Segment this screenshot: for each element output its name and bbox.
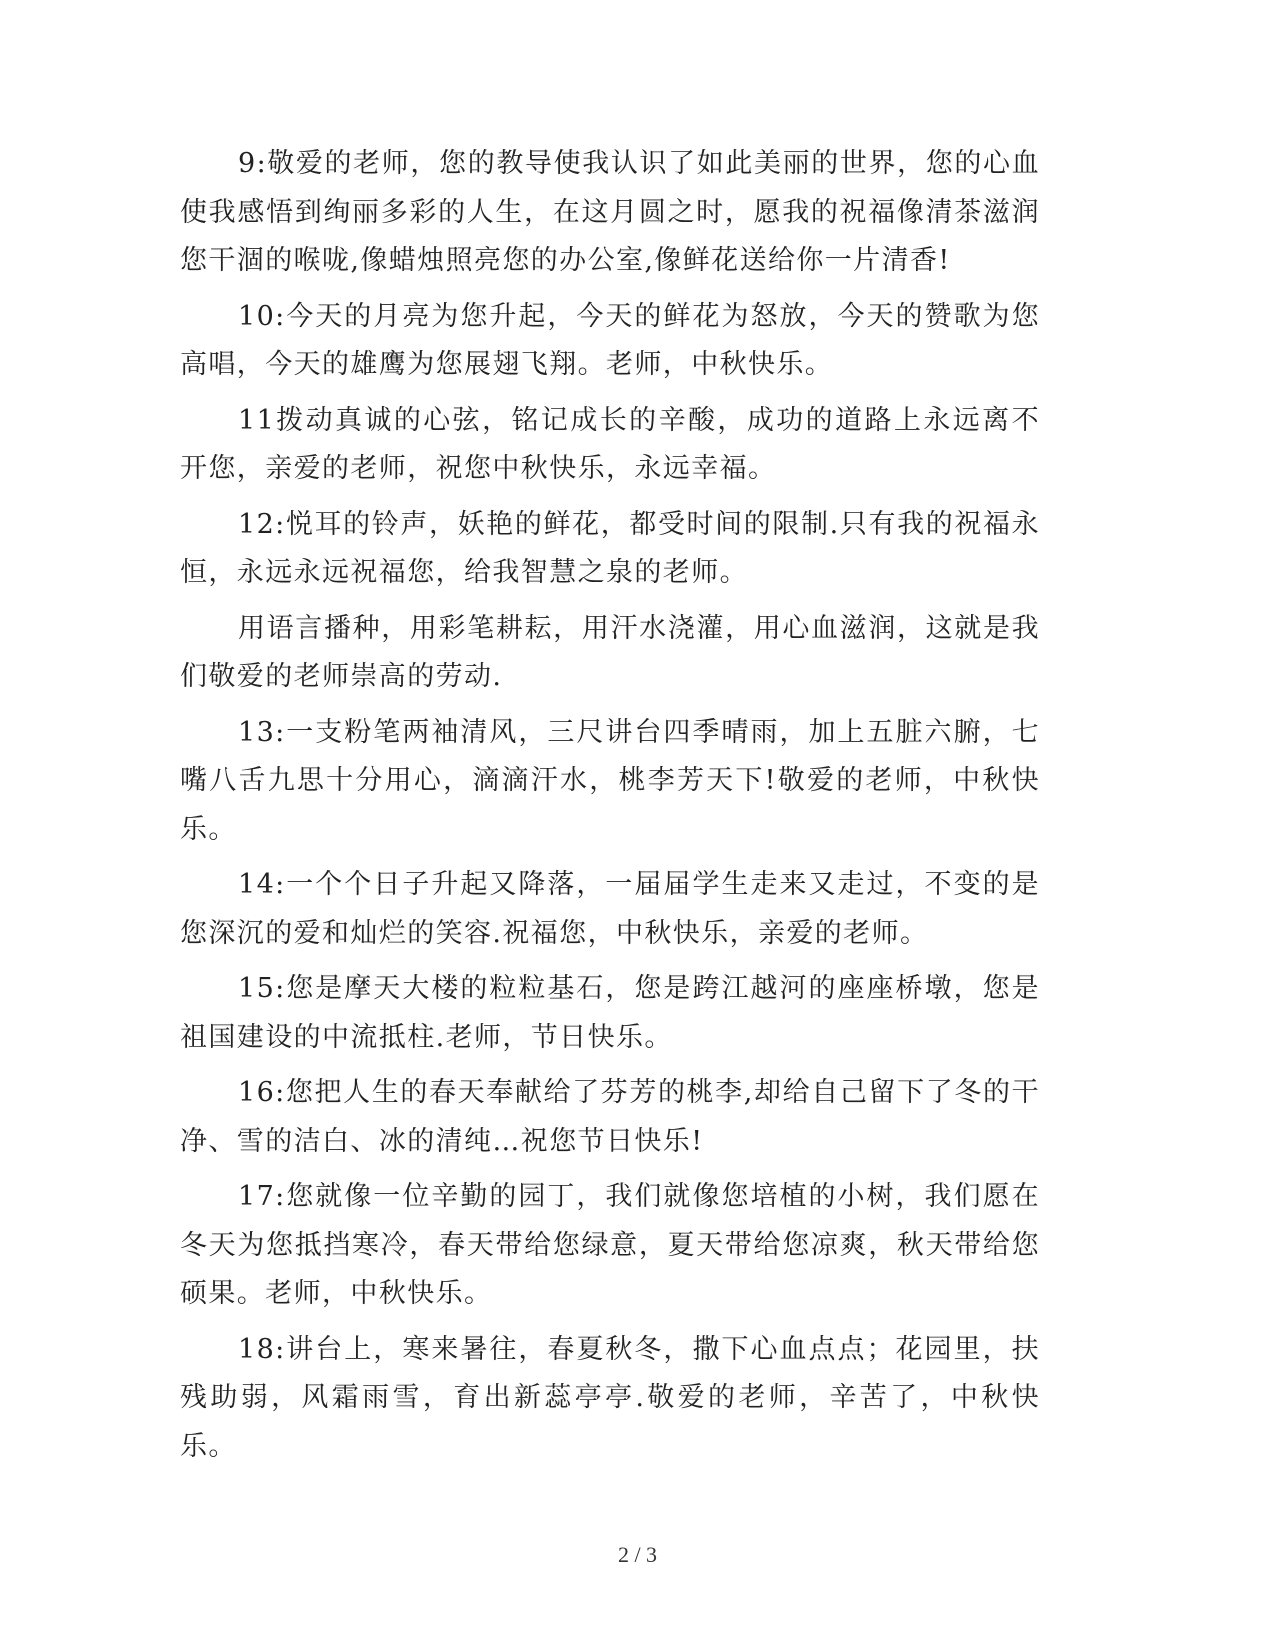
paragraph-14: 14:一个个日子升起又降落，一届届学生走来又走过，不变的是您深沉的爱和灿烂的笑容.祝福您，中秋快乐，亲爱的老师。 — [180, 869, 1040, 949]
paragraph-9: 9:敬爱的老师，您的教导使我认识了如此美丽的世界，您的心血使我感悟到绚丽多彩的人生，在这月圆之时，愿我的祝福像清茶滋润您干涸的喉咙,像蜡烛照亮您的办公室,像鲜花送给你一片清香! — [180, 148, 1040, 276]
document-body — [180, 140, 1040, 1478]
paragraph-unnumbered: 用语言播种，用彩笔耕耘，用汗水浇灌，用心血滋润，这就是我们敬爱的老师崇高的劳动. — [180, 612, 1040, 692]
paragraph-12: 12:悦耳的铃声，妖艳的鲜花，都受时间的限制.只有我的祝福永恒，永远永远祝福您，给我智慧之泉的老师。 — [180, 508, 1040, 588]
paragraph-17: 17:您就像一位辛勤的园丁，我们就像您培植的小树，我们愿在冬天为您抵挡寒冷，春天带给您绿意，夏天带给您凉爽，秋天带给您硕果。老师，中秋快乐。 — [180, 1181, 1040, 1309]
paragraph-18: 18:讲台上，寒来暑往，春夏秋冬，撒下心血点点；花园里，扶残助弱，风霜雨雪，育出新蕊亭亭.敬爱的老师，辛苦了，中秋快乐。 — [180, 1333, 1040, 1462]
paragraph-11: 11拨动真诚的心弦，铭记成长的辛酸，成功的道路上永远离不开您，亲爱的老师，祝您中秋快乐，永远幸福。 — [180, 404, 1040, 484]
paragraph-15: 15:您是摩天大楼的粒粒基石，您是跨江越河的座座桥墩，您是祖国建设的中流抵柱.老师，节日快乐。 — [180, 973, 1040, 1053]
paragraph-10: 10:今天的月亮为您升起，今天的鲜花为怒放，今天的赞歌为您高唱，今天的雄鹰为您展翅飞翔。老师，中秋快乐。 — [180, 300, 1040, 380]
paragraph-13: 13:一支粉笔两袖清风，三尺讲台四季晴雨，加上五脏六腑，七嘴八舌九思十分用心，滴滴汗水，桃李芳天下!敬爱的老师，中秋快乐。 — [180, 716, 1040, 845]
page-number: 2 / 3 — [617, 1542, 658, 1567]
paragraph-16: 16:您把人生的春天奉献给了芬芳的桃李,却给自己留下了冬的干净、雪的洁白、冰的清纯…祝您节日快乐! — [180, 1077, 1040, 1157]
